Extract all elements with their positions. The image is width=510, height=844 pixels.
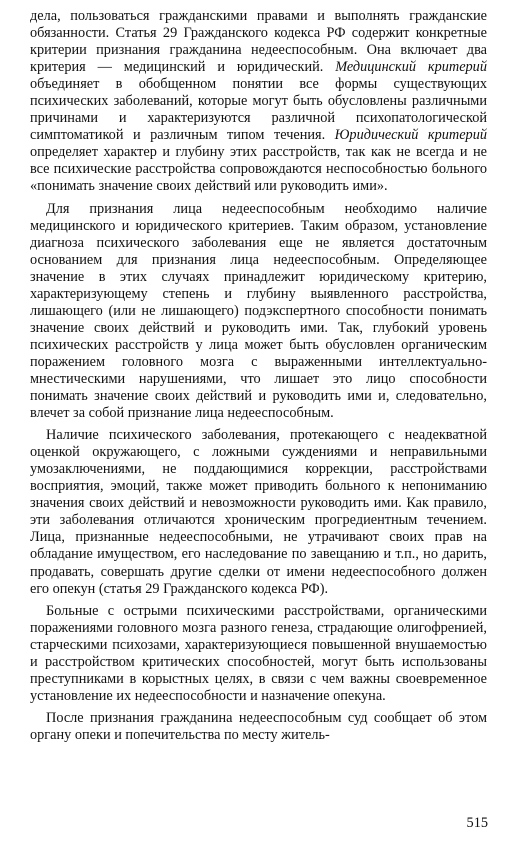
paragraph-1-text-a: дела, пользоваться гражданскими правами и выполнять гражданские обязанности. Статья 29 Гражданского кодекса РФ содержит конкретные критерии признания гражданина недееспособным. Она включает два критерия — медицинский и юридический. (30, 8, 487, 76)
medical-criterion-term: Медицинский критерий (335, 59, 487, 76)
paragraph-3: Наличие психического заболевания, протекающего с неадекватной оценкой окружающего, с ложными суждениями и неправильными умозаключениями, не поддающимися коррекции, расстройствами восприятия, эмоций, также может приводить больного к непониманию значения своих действий и невозможности руководить ими. Как правило, эти заболевания отличаются хроническим прогредиентным течением. Лица, признанные недееспособными, не утрачивают своих прав на обладание имуществом, его наследование по завещанию и т.п., но дарить, продавать, совершать другие сделки от имени недееспособного должен его опекун (статья 29 Гражданского кодекса РФ). (30, 427, 487, 597)
paragraph-2: Для признания лица недееспособным необходимо наличие медицинского и юридического критериев. Таким образом, установление диагноза психического заболевания еще не является достаточным основанием для признания лица недееспособным. Определяющее значение в этих случаях принадлежит юридическому критерию, характеризующему степень и глубину выявленного расстройства, лишающего (или не лишающего) подэкспертного способности понимать значение своих действий и руководить ими. Так, глубокий уровень психических расстройств у лица может быть обусловлен органическим поражением головного мозга с выраженными интеллектуально-мнестическими нарушениями, что лишает это лицо способности понимать значение своих действий и руководить ими и, следовательно, влечет за собой признание лица недееспособным. (30, 200, 487, 422)
page-number: 515 (466, 815, 488, 831)
legal-criterion-term: Юридический критерий (334, 127, 487, 144)
paragraph-4: Больные с острыми психическими расстройствами, органическими поражениями головного мозга разного генеза, страдающие олигофренией, старческими психозами, характеризующиеся повышенной внушаемостью и расстройством критических способностей, могут быть использованы преступниками в корыстных целях, в связи с чем важны своевременное установление их недееспособности и назначение опекуна. (30, 602, 487, 704)
paragraph-1-text-b: объединяет в обобщенном понятии все формы существующих психических заболеваний, которые могут быть обусловлены различными причинами и характеризуются различной психопатологической симптоматикой и различным типом течения. (30, 76, 487, 144)
paragraph-5: После признания гражданина недееспособным суд сообщает об этом органу опеки и попечительства по месту житель- (30, 709, 487, 743)
document-page (30, 8, 487, 838)
paragraph-1 (30, 8, 487, 196)
paragraph-1-text-c: определяет характер и глубину этих расстройств, так как не всегда и не все психические расстройства сопровождаются неспособностью больного «понимать значение своих действий или руководить ими». (30, 144, 487, 195)
